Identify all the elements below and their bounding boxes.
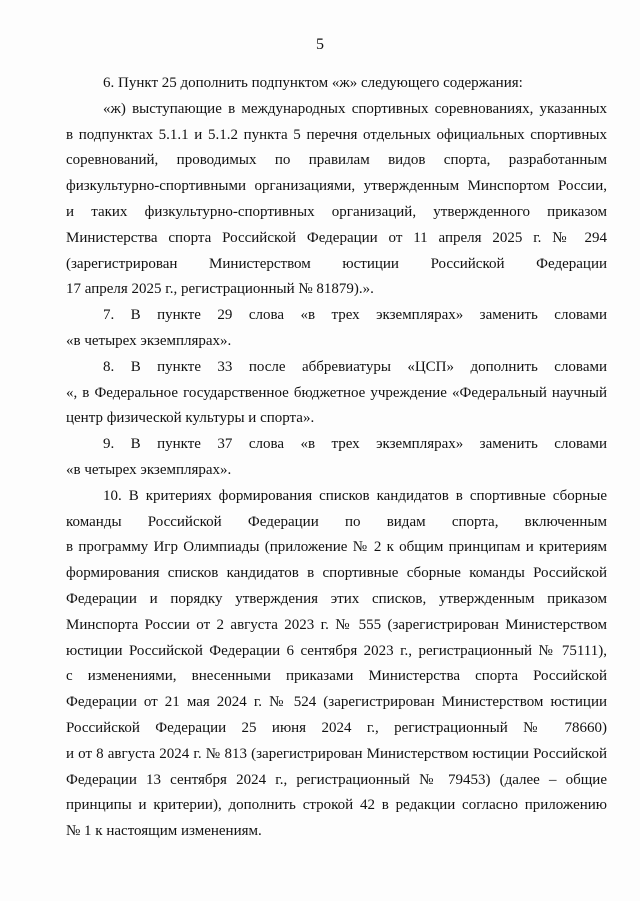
page-number: 5: [316, 36, 324, 53]
text-line: Министерства спорта Российской Федерации от 11 апреля 2025 г. № 294: [66, 229, 607, 246]
text-line: Федерации и порядку утверждения этих списков, утвержденным приказом: [66, 590, 607, 607]
text-line: Российской Федерации 25 июня 2024 г., регистрационный № 78660): [66, 719, 607, 736]
text-line: в программу Игр Олимпиады (приложение № 2 к общим принципам и критериям: [66, 539, 607, 556]
text-line: Федерации от 21 мая 2024 г. № 524 (зарегистрирован Министерством юстиции: [66, 694, 607, 711]
paragraph-item-7: [66, 303, 607, 355]
text-line: № 1 к настоящим изменениям.: [66, 823, 262, 840]
text-line: центр физической культуры и спорта».: [66, 410, 315, 427]
paragraph-subitem-zh: [66, 97, 607, 303]
text-line: принципы и критерии), дополнить строкой 42 в редакции согласно приложению: [66, 797, 607, 814]
document-body: [66, 71, 607, 845]
text-line: 9. В пункте 37 слова «в трех экземплярах» заменить словами: [103, 436, 607, 453]
text-line: юстиции Российской Федерации 6 сентября 2023 г., регистрационный № 75111),: [66, 642, 607, 659]
text-line: 6. Пункт 25 дополнить подпунктом «ж» следующего содержания:: [103, 75, 523, 91]
text-line: соревнований, проводимых по правилам видов спорта, разработанным: [66, 152, 607, 169]
text-line: 7. В пункте 29 слова «в трех экземплярах» заменить словами: [103, 307, 607, 324]
text-line: физкультурно-спортивными организациями, утвержденным Минспортом России,: [66, 178, 607, 195]
text-line: «ж) выступающие в международных спортивных соревнованиях, указанных: [103, 100, 607, 117]
text-line: 10. В критериях формирования списков кандидатов в спортивные сборные: [103, 487, 607, 504]
text-line: 17 апреля 2025 г., регистрационный № 81879).».: [66, 281, 374, 298]
text-line: с изменениями, внесенными приказами Министерства спорта Российской: [66, 668, 607, 685]
paragraph-item-10: [66, 484, 607, 845]
text-line: формирования списков кандидатов в спортивные сборные команды Российской: [66, 565, 607, 582]
text-line: и таких физкультурно-спортивных организаций, утвержденного приказом: [66, 203, 607, 220]
paragraph-item-8: [66, 355, 607, 432]
text-line: (зарегистрирован Министерством юстиции Российской Федерации: [66, 255, 607, 272]
paragraph-item-9: [66, 432, 607, 484]
text-line: «, в Федеральное государственное бюджетное учреждение «Федеральный научный: [66, 384, 607, 401]
text-line: Минспорта России от 2 августа 2023 г. № 555 (зарегистрирован Министерством: [66, 616, 607, 633]
text-line: «в четырех экземплярах».: [66, 461, 232, 478]
text-line: в подпунктах 5.1.1 и 5.1.2 пункта 5 перечня отдельных официальных спортивных: [66, 126, 607, 143]
text-line: команды Российской Федерации по видам спорта, включенным: [66, 513, 607, 530]
text-line: «в четырех экземплярах».: [66, 332, 232, 349]
text-line: Федерации 13 сентября 2024 г., регистрационный № 79453) (далее – общие: [66, 771, 607, 788]
text-line: 8. В пункте 33 после аббревиатуры «ЦСП» дополнить словами: [103, 358, 607, 375]
text-line: и от 8 августа 2024 г. № 813 (зарегистрирован Министерством юстиции Российской: [66, 745, 607, 762]
paragraph-item-6-intro: [66, 71, 607, 97]
